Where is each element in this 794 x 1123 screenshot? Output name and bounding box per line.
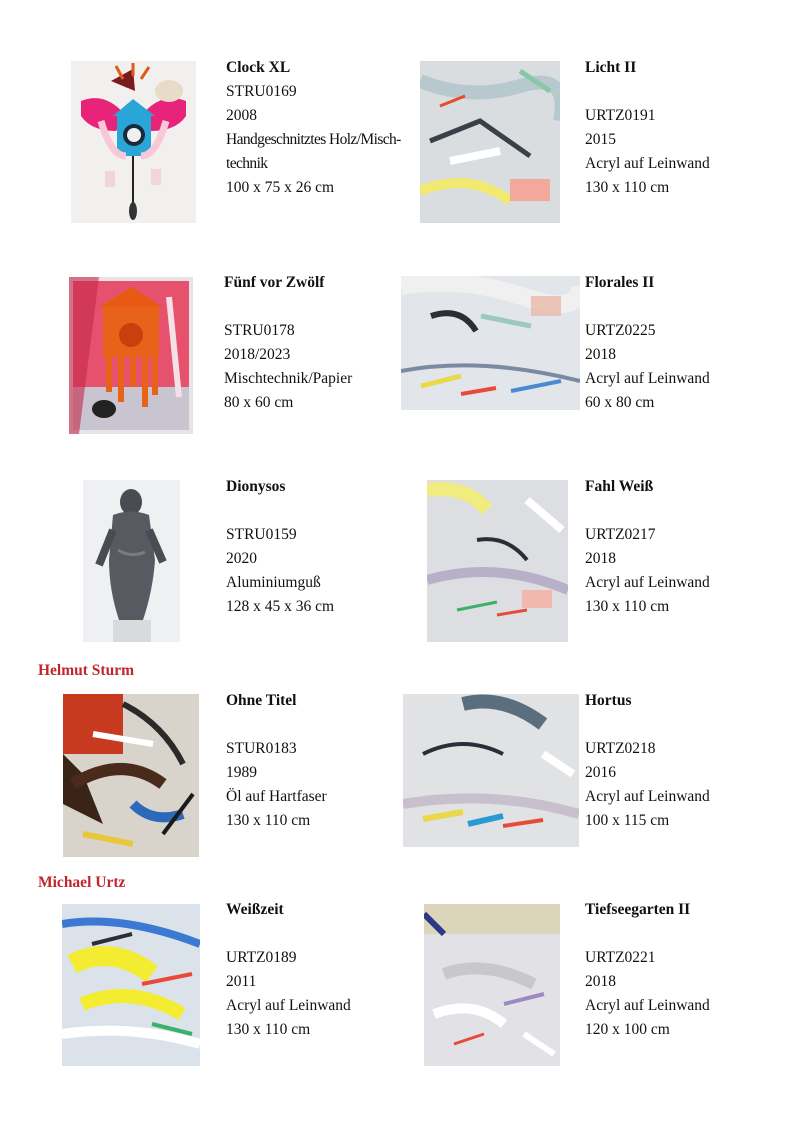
- artwork-size: 80 x 60 cm: [224, 394, 294, 411]
- artwork-image-clock-xl: [71, 61, 196, 223]
- artwork-size: 130 x 110 cm: [226, 812, 311, 829]
- artwork-size: 130 x 110 cm: [585, 598, 670, 615]
- artwork-info-weisszeit: [226, 898, 351, 1042]
- artist-heading-michael-urtz: Michael Urtz: [38, 874, 126, 891]
- artwork-image-weisszeit: [62, 904, 200, 1066]
- artwork-info-dionysos: [226, 475, 334, 619]
- artwork-medium: Mischtechnik/Papier: [224, 370, 353, 387]
- artwork-medium: Acryl auf Leinwand: [585, 370, 710, 387]
- artwork-info-licht-ii: [585, 56, 710, 200]
- artwork-medium: Acryl auf Leinwand: [585, 155, 710, 172]
- artwork-medium-cont: technik: [226, 155, 268, 172]
- artwork-year: 2016: [585, 764, 616, 781]
- artwork-code: URTZ0225: [585, 322, 656, 339]
- artwork-code: URTZ0191: [585, 107, 656, 124]
- artwork-year: 2011: [226, 973, 257, 990]
- artwork-size: 100 x 115 cm: [585, 812, 670, 829]
- artwork-size: 128 x 45 x 36 cm: [226, 598, 335, 615]
- artwork-medium: Acryl auf Leinwand: [585, 788, 710, 805]
- artwork-image-hortus: [403, 694, 579, 847]
- artwork-title: Clock XL: [226, 59, 291, 76]
- artwork-year: 2018: [585, 973, 616, 990]
- artwork-info-florales-ii: [585, 271, 710, 415]
- artwork-size: 60 x 80 cm: [585, 394, 655, 411]
- artwork-title: Licht II: [585, 59, 637, 76]
- artwork-info-hortus: [585, 689, 710, 833]
- artwork-info-tiefseegarten-ii: [585, 898, 710, 1042]
- artwork-image-ohne-titel: [63, 694, 199, 857]
- artwork-code: URTZ0217: [585, 526, 656, 543]
- artwork-year: 2015: [585, 131, 616, 148]
- artwork-title: Tiefseegarten II: [585, 901, 691, 918]
- artwork-medium: Öl auf Hartfaser: [226, 788, 327, 805]
- artwork-info-clock-xl: [226, 56, 401, 200]
- artwork-medium: Handgeschnitztes Holz/Misch-: [226, 131, 401, 148]
- artwork-year: 2018: [585, 550, 616, 567]
- artwork-medium: Acryl auf Leinwand: [585, 997, 710, 1014]
- artwork-code: STRU0178: [224, 322, 295, 339]
- artwork-image-florales-ii: [401, 276, 580, 410]
- artwork-title: Ohne Titel: [226, 692, 297, 709]
- artwork-year: 2018/2023: [224, 346, 291, 363]
- artwork-medium: Aluminiumguß: [226, 574, 321, 591]
- artwork-info-fahl-weiss: [585, 475, 710, 619]
- artwork-year: 1989: [226, 764, 257, 781]
- artwork-info-ohne-titel: [226, 689, 327, 833]
- artwork-image-licht-ii: [420, 61, 560, 223]
- artwork-image-dionysos: [83, 480, 180, 642]
- artwork-year: 2008: [226, 107, 257, 124]
- artwork-title: Dionysos: [226, 478, 286, 495]
- artwork-code: URTZ0189: [226, 949, 297, 966]
- artwork-code: STRU0159: [226, 526, 297, 543]
- artwork-title: Florales II: [585, 274, 655, 291]
- artwork-code: STUR0183: [226, 740, 297, 757]
- artwork-title: Hortus: [585, 692, 632, 709]
- artwork-medium: Acryl auf Leinwand: [585, 574, 710, 591]
- artwork-year: 2018: [585, 346, 616, 363]
- artwork-year: 2020: [226, 550, 257, 567]
- artwork-image-tiefseegarten-ii: [424, 904, 560, 1066]
- artwork-code: STRU0169: [226, 83, 297, 100]
- artwork-size: 130 x 110 cm: [585, 179, 670, 196]
- artwork-size: 120 x 100 cm: [585, 1021, 670, 1038]
- artwork-title: Fahl Weiß: [585, 478, 654, 495]
- artwork-code: URTZ0221: [585, 949, 656, 966]
- artwork-image-fahl-weiss: [427, 480, 568, 642]
- artwork-size: 130 x 110 cm: [226, 1021, 311, 1038]
- artwork-size: 100 x 75 x 26 cm: [226, 179, 335, 196]
- artwork-title: Fünf vor Zwölf: [224, 274, 325, 291]
- artwork-code: URTZ0218: [585, 740, 656, 757]
- artwork-info-fuenf-vor-zwoelf: [224, 271, 352, 415]
- artist-heading-helmut-sturm: Helmut Sturm: [38, 662, 135, 679]
- artwork-image-fuenf-vor-zwoelf: [69, 277, 193, 434]
- artwork-medium: Acryl auf Leinwand: [226, 997, 351, 1014]
- artwork-title: Weißzeit: [226, 901, 284, 918]
